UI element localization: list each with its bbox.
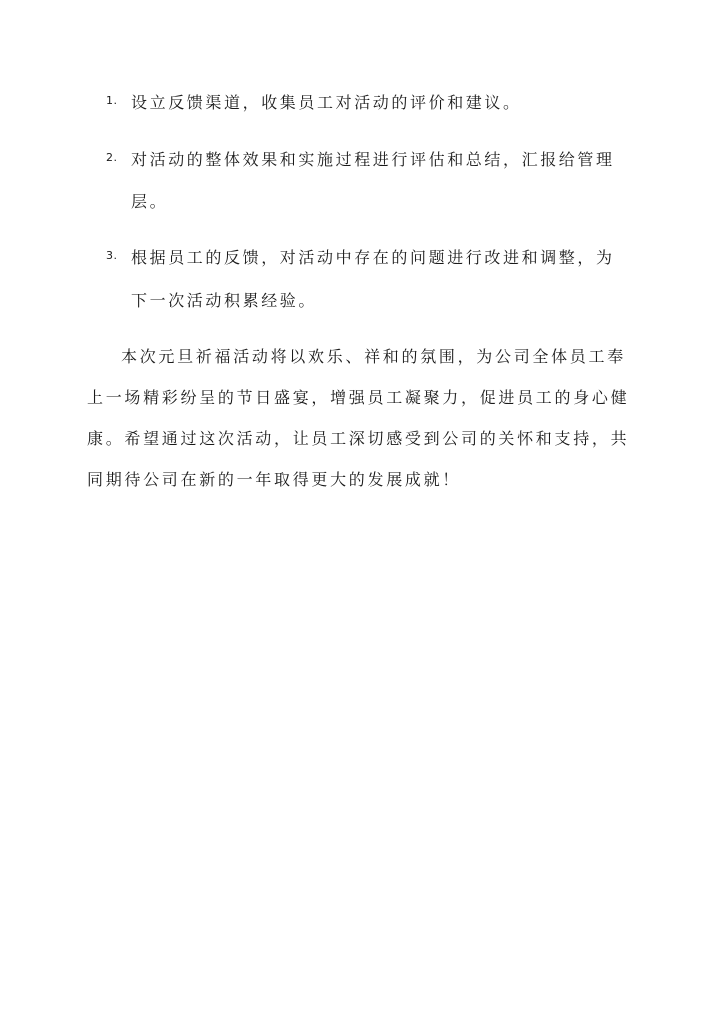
paragraph-line: 上一场精彩纷呈的节日盛宴，增强员工凝聚力，促进员工的身心健 <box>87 388 630 407</box>
paragraph-line: 康。希望通过这次活动，让员工深切感受到公司的关怀和支持，共 <box>87 429 630 448</box>
list-item-text-line: 层。 <box>131 192 169 211</box>
list-item-text-line: 对活动的整体效果和实施过程进行评估和总结，汇报给管理 <box>131 150 615 169</box>
list-item-text-line: 根据员工的反馈，对活动中存在的问题进行改进和调整，为 <box>131 248 615 267</box>
paragraph-line: 同期待公司在新的一年取得更大的发展成就！ <box>87 470 462 489</box>
list-item-number: 1. <box>106 94 118 107</box>
paragraph-line: 本次元旦祈福活动将以欢乐、祥和的氛围，为公司全体员工奉 <box>121 347 626 366</box>
list-item-number: 2. <box>106 151 118 164</box>
list-item-text-line: 设立反馈渠道，收集员工对活动的评价和建议。 <box>131 93 522 112</box>
list-item-number: 3. <box>106 249 118 262</box>
list-item-text-line: 下一次活动积累经验。 <box>131 291 318 310</box>
